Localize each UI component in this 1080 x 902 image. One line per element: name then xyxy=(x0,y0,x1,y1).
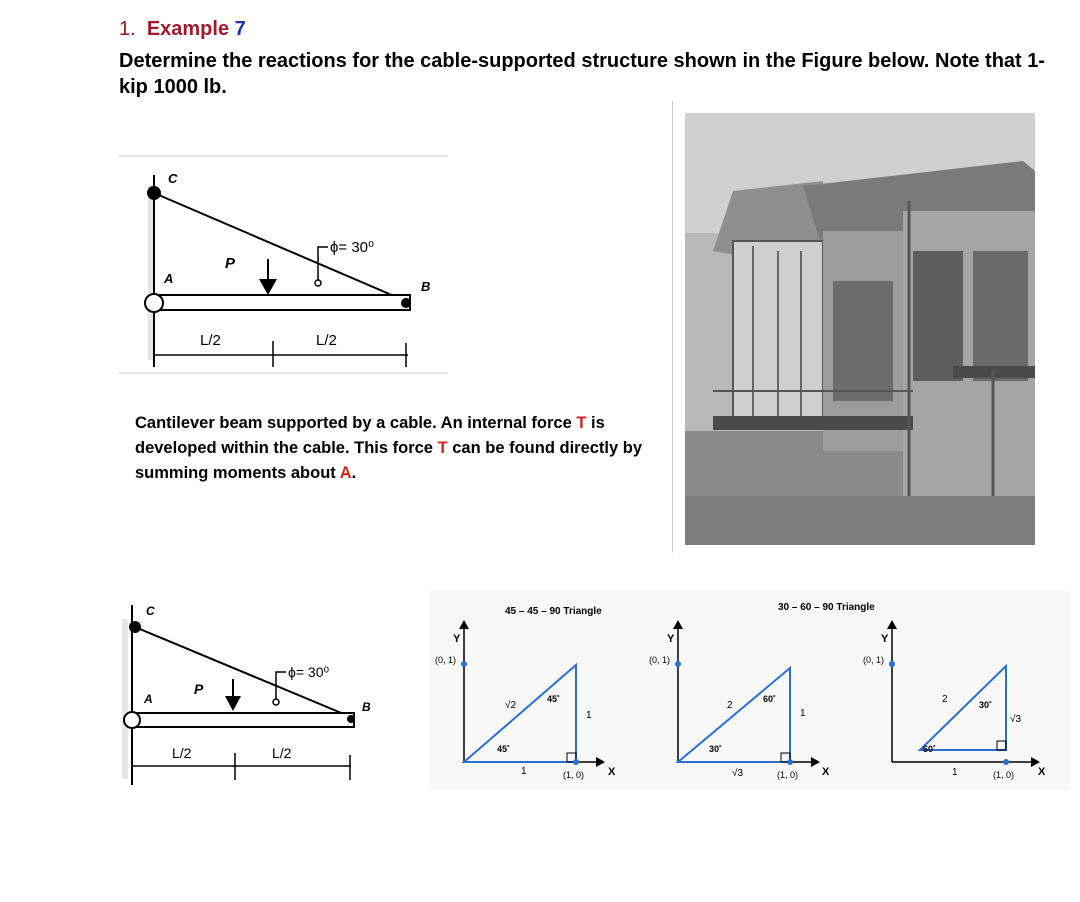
t2-side: 1 xyxy=(800,708,806,719)
label-c-2: C xyxy=(146,604,155,618)
half-length-right: L/2 xyxy=(316,332,337,349)
half-length-left-2: L/2 xyxy=(172,745,192,761)
label-p-2: P xyxy=(194,681,204,697)
label-p: P xyxy=(225,255,236,272)
t1-axis-x: X xyxy=(608,766,616,778)
caption-force-t1: T xyxy=(576,414,587,432)
t1-axis-y: Y xyxy=(453,633,461,645)
t1-angle-base: 45˚ xyxy=(497,744,511,754)
t3-axis-y: Y xyxy=(881,633,889,645)
t1-base: 1 xyxy=(521,766,527,777)
t2-angle-top: 60˚ xyxy=(763,694,777,704)
heading-value: 7 xyxy=(234,18,246,40)
t1-hyp: √2 xyxy=(505,700,517,711)
half-length-left: L/2 xyxy=(200,332,221,349)
t3-angle-top: 30˚ xyxy=(979,700,993,710)
example-heading xyxy=(119,18,246,41)
t1-point-01: (0, 1) xyxy=(435,655,457,665)
half-length-right-2: L/2 xyxy=(272,745,292,761)
t3-point-01: (0, 1) xyxy=(863,655,885,665)
heading-word: Example xyxy=(146,18,230,40)
label-a: A xyxy=(164,271,174,286)
caption-part3: can be found directly by summing moments about xyxy=(135,439,643,482)
angle-label: ϕ= 30⁰ xyxy=(330,239,375,256)
heading-number: 1. xyxy=(119,18,136,40)
label-b: B xyxy=(421,279,431,294)
label-c: C xyxy=(168,171,178,186)
caption-point-a: A xyxy=(339,464,352,482)
t3-hyp: 2 xyxy=(942,694,948,705)
t3-side: √3 xyxy=(1010,714,1022,725)
beam-figure-bottom xyxy=(118,595,371,790)
figure-caption xyxy=(135,411,675,486)
caption-force-t2: T xyxy=(437,439,448,457)
t2-point-01: (0, 1) xyxy=(649,655,671,665)
t3-axis-x: X xyxy=(1038,766,1046,778)
t2-point-10: (1, 0) xyxy=(777,770,799,780)
reference-triangles xyxy=(430,590,1070,790)
t3-base: 1 xyxy=(952,767,958,778)
beam-figure-top xyxy=(118,155,450,375)
problem-statement: Determine the reactions for the cable-supported structure shown in the Figure below. Note that 1-kip 1000 lb. xyxy=(119,50,1046,98)
t2-base: √3 xyxy=(732,768,744,779)
angle-label-2: ϕ= 30⁰ xyxy=(288,664,330,680)
building-photo xyxy=(672,101,1039,553)
t3-point-10: (1, 0) xyxy=(993,770,1015,780)
t2-hyp: 2 xyxy=(727,700,733,711)
caption-part4: . xyxy=(351,464,357,482)
t1-side: 1 xyxy=(586,710,592,721)
t2-axis-x: X xyxy=(822,766,830,778)
t2-angle-base: 30˚ xyxy=(709,744,723,754)
t2-axis-y: Y xyxy=(667,633,675,645)
t1-angle-top: 45˚ xyxy=(547,694,561,704)
caption-part1: Cantilever beam supported by a cable. An internal force xyxy=(135,414,577,432)
label-a-2: A xyxy=(144,692,153,706)
caption-part2: is developed within the cable. This force xyxy=(135,414,605,457)
title-45-45-90: 45 – 45 – 90 Triangle xyxy=(505,606,602,617)
title-30-60-90: 30 – 60 – 90 Triangle xyxy=(778,602,875,613)
t1-point-10: (1, 0) xyxy=(563,770,585,780)
t3-angle-base: 60˚ xyxy=(923,744,937,754)
label-b-2: B xyxy=(362,700,371,714)
